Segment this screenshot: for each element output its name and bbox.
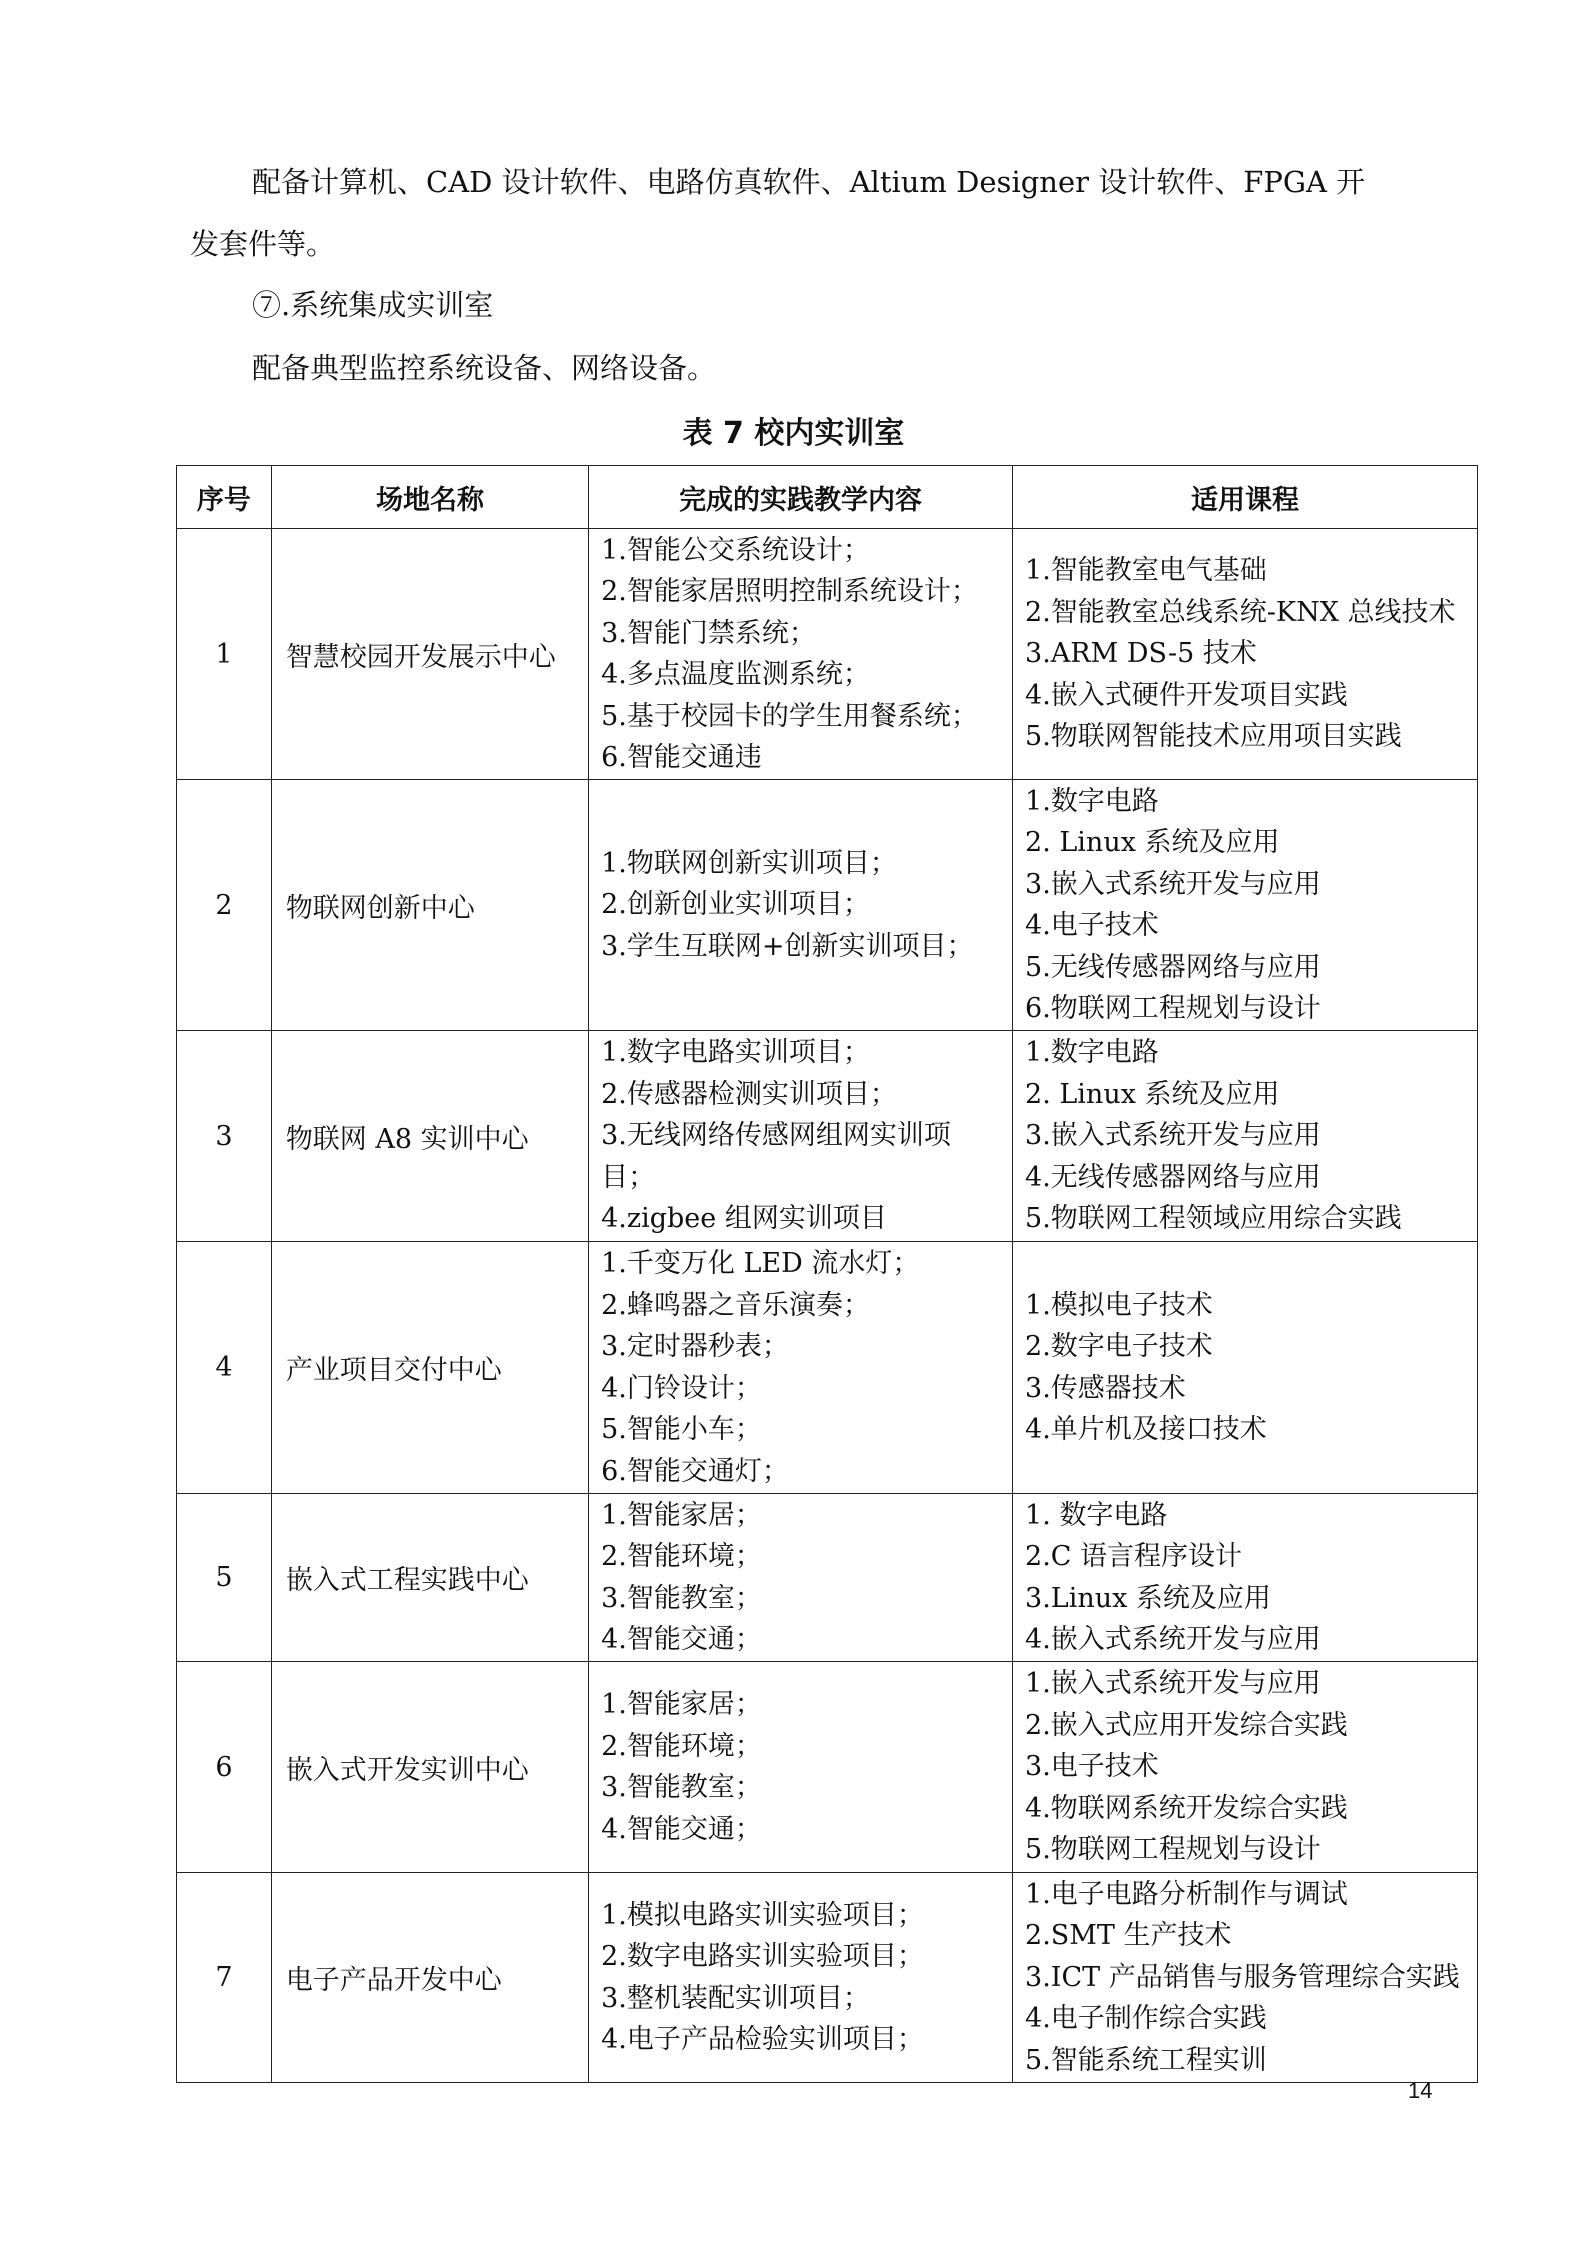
- content-item: 4.门铃设计；: [601, 1372, 762, 1404]
- content-item: 3.整机装配实训项目；: [601, 1982, 870, 2014]
- course-item: 1.数字电路: [1025, 785, 1159, 817]
- course-item: 2.嵌入式应用开发综合实践: [1025, 1709, 1348, 1741]
- courses-cell: [1013, 1031, 1478, 1242]
- page-number: 14: [1408, 2078, 1433, 2103]
- table-row: [177, 1873, 1478, 2083]
- content-item: 3.智能教室；: [601, 1582, 762, 1614]
- content-item: 1.模拟电路实训实验项目；: [601, 1899, 924, 1931]
- content-item: 2.传感器检测实训项目；: [601, 1078, 897, 1110]
- course-item: 2.数字电子技术: [1025, 1331, 1213, 1362]
- venue-name: 嵌入式开发实训中心: [271, 1662, 588, 1873]
- content-item: 3.智能门禁系统；: [601, 617, 816, 649]
- courses-cell: [1013, 1494, 1478, 1662]
- courses-cell: [1013, 780, 1478, 1031]
- venue-name: 产业项目交付中心: [271, 1242, 588, 1494]
- training-rooms-table: [176, 465, 1478, 2083]
- content-item: 4.多点温度监测系统；: [601, 659, 870, 690]
- row-number: 7: [177, 1873, 272, 2083]
- content-item: 4.智能交通；: [601, 1813, 762, 1845]
- row-number: 3: [177, 1031, 272, 1242]
- venue-name: 智慧校园开发展示中心: [271, 529, 588, 780]
- table-row: [177, 1031, 1478, 1242]
- course-item: 4.电子制作综合实践: [1025, 2003, 1267, 2035]
- course-item: 3.ICT 产品销售与服务管理综合实践: [1025, 1961, 1460, 1993]
- course-item: 4.电子技术: [1025, 910, 1159, 941]
- teaching-content-cell: [589, 1494, 1013, 1662]
- course-item: 4.物联网系统开发综合实践: [1025, 1792, 1348, 1824]
- content-item: 3.学生互联网+创新实训项目；: [601, 930, 974, 962]
- content-item: 5.智能小车；: [601, 1414, 762, 1445]
- teaching-content-cell: [589, 1873, 1013, 2083]
- course-item: 1. 数字电路: [1025, 1499, 1168, 1531]
- content-item: 2.智能家居照明控制系统设计；: [601, 576, 978, 607]
- course-item: 1.电子电路分析制作与调试: [1025, 1878, 1348, 1910]
- content-item: 3.无线网络传感网组网实训项: [601, 1120, 951, 1152]
- course-item: 2.SMT 生产技术: [1025, 1920, 1232, 1952]
- content-item: 1.千变万化 LED 流水灯；: [601, 1248, 920, 1279]
- teaching-content-cell: [589, 1662, 1013, 1873]
- equipment-text-line-2: 发套件等。: [190, 227, 336, 261]
- row-number: 2: [177, 780, 272, 1031]
- venue-name: 物联网 A8 实训中心: [271, 1031, 588, 1242]
- content-item: 目；: [601, 1161, 656, 1193]
- content-item: 2.数字电路实训实验项目；: [601, 1941, 924, 1972]
- course-item: 4.无线传感器网络与应用: [1025, 1161, 1321, 1193]
- header-teaching-content: 完成的实践教学内容: [589, 466, 1013, 529]
- row-number: 5: [177, 1494, 272, 1662]
- course-item: 5.物联网智能技术应用项目实践: [1025, 721, 1402, 753]
- course-item: 1.数字电路: [1025, 1037, 1159, 1069]
- table-row: [177, 1494, 1478, 1662]
- course-item: 1.嵌入式系统开发与应用: [1025, 1668, 1321, 1700]
- course-item: 3.ARM DS-5 技术: [1025, 638, 1257, 670]
- row-number: 4: [177, 1242, 272, 1494]
- course-item: 4.单片机及接口技术: [1025, 1414, 1267, 1445]
- course-item: 4.嵌入式系统开发与应用: [1025, 1624, 1321, 1655]
- header-courses: 适用课程: [1013, 466, 1478, 529]
- content-item: 2.智能环境；: [601, 1730, 762, 1762]
- content-item: 1.智能家居；: [601, 1689, 762, 1720]
- venue-name: 物联网创新中心: [271, 780, 588, 1031]
- content-item: 4.智能交通；: [601, 1624, 762, 1655]
- content-item: 4.zigbee 组网实训项目: [601, 1203, 887, 1235]
- course-item: 2. Linux 系统及应用: [1025, 1078, 1280, 1110]
- content-item: 6.智能交通灯；: [601, 1455, 789, 1487]
- content-item: 1.智能家居；: [601, 1499, 762, 1531]
- courses-cell: [1013, 1873, 1478, 2083]
- course-item: 5.物联网工程领域应用综合实践: [1025, 1203, 1402, 1235]
- content-item: 6.智能交通违: [601, 742, 762, 773]
- course-item: 2.C 语言程序设计: [1025, 1541, 1243, 1572]
- content-item: 3.智能教室；: [601, 1772, 762, 1803]
- content-item: 1.智能公交系统设计；: [601, 534, 870, 566]
- system-equipment-text: 配备典型监控系统设备、网络设备。: [252, 351, 717, 385]
- course-item: 1.智能教室电气基础: [1025, 555, 1267, 587]
- teaching-content-cell: [589, 1242, 1013, 1494]
- venue-name: 嵌入式工程实践中心: [271, 1494, 588, 1662]
- table-row: [177, 1662, 1478, 1873]
- teaching-content-cell: [589, 529, 1013, 780]
- courses-cell: [1013, 1662, 1478, 1873]
- courses-cell: [1013, 529, 1478, 780]
- course-item: 3.电子技术: [1025, 1751, 1159, 1783]
- table-row: [177, 780, 1478, 1031]
- equipment-text-line-1: 配备计算机、CAD 设计软件、电路仿真软件、Altium Designer 设计软件、FPGA 开: [252, 165, 1366, 199]
- content-item: 1.数字电路实训项目；: [601, 1037, 870, 1069]
- course-item: 6.物联网工程规划与设计: [1025, 993, 1321, 1024]
- content-item: 1.物联网创新实训项目；: [601, 847, 897, 879]
- teaching-content-cell: [589, 780, 1013, 1031]
- course-item: 3.Linux 系统及应用: [1025, 1582, 1271, 1614]
- course-item: 3.嵌入式系统开发与应用: [1025, 868, 1321, 900]
- course-item: 4.嵌入式硬件开发项目实践: [1025, 679, 1348, 711]
- content-item: 2.蜂鸣器之音乐演奏；: [601, 1289, 870, 1321]
- content-item: 2.创新创业实训项目；: [601, 889, 870, 921]
- course-item: 1.模拟电子技术: [1025, 1289, 1213, 1321]
- course-item: 5.无线传感器网络与应用: [1025, 951, 1321, 983]
- course-item: 2.智能教室总线系统-KNX 总线技术: [1025, 596, 1456, 628]
- course-item: 3.嵌入式系统开发与应用: [1025, 1120, 1321, 1152]
- header-venue-name: 场地名称: [271, 466, 588, 529]
- section-heading-system-integration: ⑦.系统集成实训室: [252, 288, 494, 322]
- venue-name: 电子产品开发中心: [271, 1873, 588, 2083]
- course-item: 3.传感器技术: [1025, 1372, 1186, 1404]
- table-row: [177, 1242, 1478, 1494]
- content-item: 2.智能环境；: [601, 1541, 762, 1572]
- course-item: 5.智能系统工程实训: [1025, 2044, 1267, 2076]
- content-item: 3.定时器秒表；: [601, 1331, 789, 1362]
- row-number: 1: [177, 529, 272, 780]
- content-item: 5.基于校园卡的学生用餐系统；: [601, 700, 978, 732]
- course-item: 2. Linux 系统及应用: [1025, 827, 1280, 858]
- teaching-content-cell: [589, 1031, 1013, 1242]
- table-header-row: [177, 466, 1478, 529]
- header-number: 序号: [177, 466, 272, 529]
- courses-cell: [1013, 1242, 1478, 1494]
- row-number: 6: [177, 1662, 272, 1873]
- table-caption: 表 7 校内实训室: [682, 416, 905, 451]
- course-item: 5.物联网工程规划与设计: [1025, 1834, 1321, 1866]
- content-item: 4.电子产品检验实训项目；: [601, 2024, 924, 2055]
- table-row: [177, 529, 1478, 780]
